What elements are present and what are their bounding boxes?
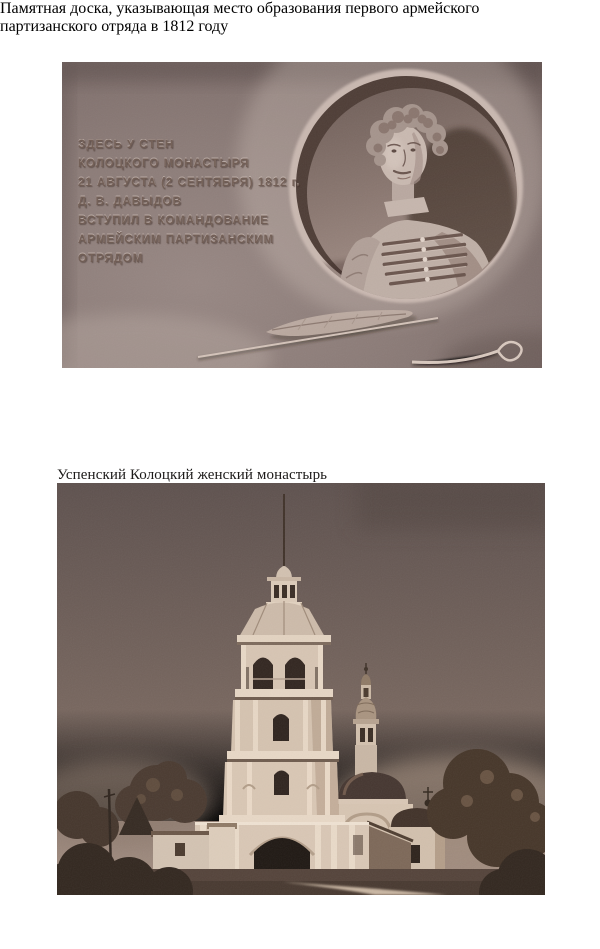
caption-line: Памятная доска, указывающая место образования первого армейского [0, 0, 480, 17]
monastery-photo [57, 483, 545, 895]
film-grain-overlay [57, 483, 545, 895]
plaque-inscription [78, 136, 300, 269]
inscription-line: ОТРЯДОМ [78, 253, 144, 265]
inscription-line: КОЛОЦКОГО МОНАСТЫРЯ [78, 158, 250, 170]
plaque-photo [62, 62, 542, 368]
monastery-caption: Успенский Колоцкий женский монастырь [57, 467, 328, 483]
inscription-line: Д. В. ДАВЫДОВ [78, 196, 182, 208]
inscription-line: АРМЕЙСКИМ ПАРТИЗАНСКИМ [78, 234, 275, 246]
caption-line: партизанского отряда в 1812 году [0, 18, 229, 35]
monastery-photo-svg [57, 483, 545, 895]
inscription-line: ВСТУПИЛ В КОМАНДОВАНИЕ [78, 215, 269, 227]
inscription-line: ЗДЕСЬ У СТЕН [78, 139, 175, 151]
inscription-line: 21 АВГУСТА (2 СЕНТЯБРЯ) 1812 г. [78, 177, 301, 189]
